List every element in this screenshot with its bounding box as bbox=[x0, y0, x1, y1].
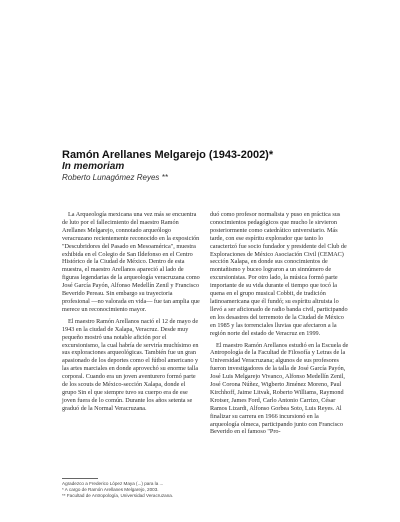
left-paragraph-2: El maestro Ramón Arellanos nació el 12 de mayo de 1943 en la ciudad de Xalapa, Veracruz. Desde muy pequeño mostró una notable afición por el excursionismo, la cual habría de serviría muchísimo en sus exploraciones arqueológicas. También fue un gran apasionado de los deportes como el fútbol americano y las artes marciales en donde aprovechó su enorme talla corporal. Cuando era un joven aventurero formó parte de los scouts de México-sección Xalapa, donde el grupo Sin el que siempre tuvo su cuerpo era de ese joven fuera de lo común. Durante los años setenta se graduó de la Normal Veracruzana. bbox=[62, 317, 199, 412]
article-author: Roberto Lunagómez Reyes ** bbox=[62, 173, 168, 182]
article-subtitle: In memoriam bbox=[62, 161, 125, 172]
right-paragraph-2: El maestro Ramón Arellanos estudió en la Escuela de Antropología de la Facultad de Filosofía y Letras de la Universidad Veracruzana; algunos de sus profesores fueron investigadores de la talla de José García Payón, José Luis Melgarejo Vivanco, Alfonso Medellín Zenil, José Corona Núñez, Wigberto Jiménez Moreno, Paul Kirchhoff, Jaime Litvak, Roberto Williams, Raymond Krotser, James Ford, Carlo Antonio Carrizo, César Ramos Lizardi, Alfonso Gorbea Soto, Luis Reyes. Al finalizar su carrera en 1966 incursionó en la arqueología olmeca, participando junto con Francisco Beverido en el famoso "Pro- bbox=[210, 341, 349, 436]
footnote-1: Agradezco a Frederico López Maya (...) para la ... bbox=[62, 481, 164, 486]
right-column bbox=[210, 211, 349, 440]
footnote-3: ** Facultad de Antropología, Universidad Veracruzana. bbox=[62, 493, 174, 499]
footnote-2: * A cargo de Ramón Arellanes Melgarejo, 2003. bbox=[62, 487, 159, 493]
article-header bbox=[62, 149, 362, 183]
article-title: Ramón Arellanes Melgarejo (1943-2002)* bbox=[62, 149, 274, 161]
footnotes bbox=[62, 481, 201, 500]
left-column bbox=[62, 211, 201, 417]
left-paragraph-1: La Arqueología mexicana una vez más se encuentra de luto por el fallecimiento del maestro Ramón Arellanes Melgarejo, connotado arqueólogo veracruzano recientemente reconocido en la exposición "Descubridores del Pasado en Mesoamérica", muestra exhibida en el Colegio de San Ildefonso en el Centro Histórico de la Ciudad de México. Dentro de esta muestra, el maestro Arellanos apareció al lado de figuras legendarias de la arqueología veracruzana como José García Payón, Alfonso Medellín Zenil y Francisco Beverido Pereau. Sin embargo su trayectoria profesional —no valorada en vida— fue tan amplia que merece un reconocimiento mayor. bbox=[62, 211, 200, 313]
footnote-rule bbox=[62, 478, 98, 479]
right-paragraph-1: duó como profesor normalista y puso en práctica sus conocimientos pedagógicos que mucho le sirvieron posteriormente como catedrático universitario. Más tarde, con ese espíritu explorador que tanto lo caracterizó fue socio fundador y presidente del Club de Exploraciones de México Asociación Civil (CEMAC) sección Xalapa, en donde sus conocimientos de montañismo y buceo lograron a un sinnúmero de excursionistas. Por otro lado, la música formó parte importante de su vida durante el tiempo que tocó la quena en el grupo musical Cobbit, de tradición latinoamericana que él fundó; su espíritu altruista lo llevó a ser aficionado de radio banda civil, participando en los desastres del terremoto de la Ciudad de México en 1985 y las torrenciales lluvias que afectaron a la región norte del estado de Veracruz en 1999. bbox=[210, 211, 348, 337]
